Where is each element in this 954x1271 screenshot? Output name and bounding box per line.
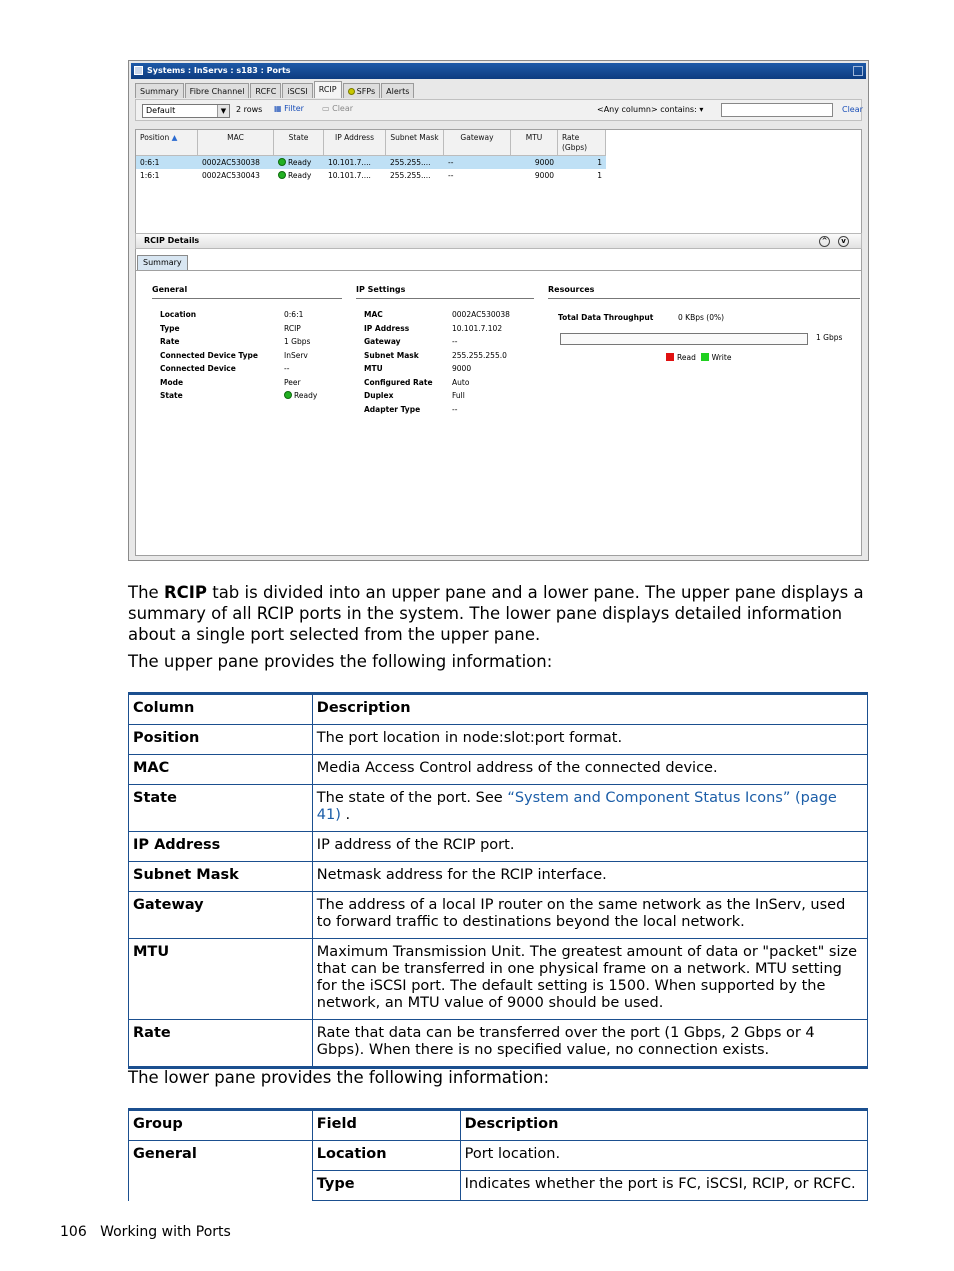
filter-label: Filter	[284, 104, 304, 113]
window-icon	[134, 66, 143, 75]
header-description: Description	[312, 694, 867, 725]
resources-heading: Resources	[548, 285, 860, 299]
status-ready-icon	[284, 391, 292, 399]
label-configured-rate: Configured Rate	[364, 377, 433, 387]
row-label: MTU	[129, 939, 313, 1020]
value-rate: 1 Gbps	[284, 337, 311, 346]
tab-alerts[interactable]: Alerts	[381, 83, 414, 98]
col-ip-address[interactable]: IP Address	[324, 130, 386, 156]
value-ip-address: 10.101.7.102	[452, 323, 503, 333]
general-labels	[160, 308, 290, 403]
intro-bold: RCIP	[163, 583, 207, 602]
table-row	[129, 1141, 868, 1171]
cell-mtu: 9000	[534, 171, 554, 180]
throughput-label-text: Total Data Throughput	[558, 313, 654, 322]
cell-mac: 0002AC530038	[202, 158, 260, 167]
value-mtu: 9000	[452, 364, 472, 373]
throughput-bar	[560, 333, 808, 345]
expand-icon[interactable]: v	[838, 236, 849, 247]
col-rate[interactable]: Rate (Gbps)	[558, 130, 606, 156]
value-duplex: Full	[452, 391, 465, 400]
details-panel	[135, 270, 862, 556]
row-description: Port location.	[460, 1141, 867, 1171]
clear-filter-label: Clear	[332, 104, 354, 113]
row-label: Rate	[129, 1020, 313, 1068]
label-type: Type	[160, 323, 180, 333]
label-duplex: Duplex	[364, 391, 394, 400]
chevron-down-icon: ▾	[699, 105, 704, 114]
view-select[interactable]	[142, 104, 230, 118]
header-column: Column	[129, 694, 313, 725]
sort-asc-icon: ▲	[171, 133, 178, 142]
cell-rate: 1	[597, 171, 602, 180]
tab-details-summary[interactable]: Summary	[137, 255, 188, 270]
label-mtu: MTU	[364, 364, 383, 373]
throughput-max: 1 Gbps	[816, 333, 843, 342]
row-description	[312, 785, 867, 832]
ip-labels	[364, 308, 459, 416]
label-state: State	[160, 391, 183, 400]
label-rate: Rate	[160, 337, 180, 346]
row-label: State	[129, 785, 313, 832]
table-header-row	[129, 694, 868, 725]
status-ready-icon	[278, 171, 286, 179]
ip-values	[452, 308, 532, 416]
throughput-label	[558, 311, 653, 325]
state-desc-text: The state of the port. See	[316, 790, 508, 806]
ports-grid	[135, 129, 862, 289]
row-label: Subnet Mask	[129, 862, 313, 892]
label-connected-device-type: Connected Device Type	[160, 350, 259, 360]
cell-ip: 10.101.7....	[328, 171, 371, 180]
table-row	[129, 862, 868, 892]
label-mode: Mode	[160, 377, 184, 387]
ports-screenshot	[128, 60, 869, 561]
value-state-label: Ready	[294, 391, 318, 400]
value-adapter-type: --	[452, 404, 458, 414]
value-gateway: --	[452, 337, 458, 346]
header-field: Field	[312, 1110, 460, 1141]
label-adapter-type: Adapter Type	[364, 404, 421, 414]
details-header	[135, 233, 862, 249]
cell-mask: 255.255....	[390, 171, 431, 180]
row-label: MAC	[129, 755, 313, 785]
col-position[interactable]	[136, 130, 198, 156]
legend-read: Read	[677, 353, 696, 362]
tab-rcip[interactable]: RCIP	[314, 81, 342, 98]
filter-button[interactable]	[274, 104, 304, 113]
upper-pane-table	[128, 692, 868, 1069]
table-row	[129, 725, 868, 755]
read-legend-swatch	[666, 353, 674, 361]
throughput-value: 0 KBps (0%)	[678, 313, 725, 322]
row-description: The address of a local IP router on the same network as the InServ, used to forward traffic to destinations beyond the local network.	[312, 892, 867, 939]
table-row[interactable]	[136, 169, 606, 182]
window-title-bar	[131, 63, 866, 79]
cell-state	[274, 156, 324, 169]
table-row	[129, 892, 868, 939]
row-description: IP address of the RCIP port.	[312, 832, 867, 862]
warning-icon	[348, 88, 355, 95]
header-description: Description	[460, 1110, 867, 1141]
window-title: Systems : InServs : s183 : Ports	[147, 66, 291, 75]
value-mac: 0002AC530038	[452, 310, 510, 319]
tab-sfps-label: SFPs	[356, 86, 376, 96]
row-label: Gateway	[129, 892, 313, 939]
page-footer	[60, 1224, 231, 1240]
row-description: Rate that data can be transferred over the port (1 Gbps, 2 Gbps or 4 Gbps). When there is no specified value, no connection exists.	[312, 1020, 867, 1068]
row-description: Indicates whether the port is FC, iSCSI, RCIP, or RCFC.	[460, 1171, 867, 1201]
grid-toolbar	[135, 99, 862, 121]
status-ready-icon	[278, 158, 286, 166]
row-group: General	[129, 1141, 313, 1201]
label-ip-address: IP Address	[364, 323, 410, 333]
header-group: Group	[129, 1110, 313, 1141]
intro-paragraph	[128, 582, 870, 645]
legend-write: Write	[711, 353, 732, 362]
label-gateway: Gateway	[364, 337, 401, 346]
row-count: 2 rows	[236, 105, 263, 114]
value-connected-device: --	[284, 364, 290, 373]
column-filter-select[interactable]	[597, 105, 703, 114]
value-location: 0:6:1	[284, 310, 304, 319]
search-input[interactable]	[721, 103, 833, 117]
cell-gateway: --	[448, 171, 454, 180]
col-mac[interactable]: MAC	[198, 130, 274, 156]
label-connected-device: Connected Device	[160, 364, 236, 373]
col-mtu[interactable]: MTU	[511, 130, 558, 156]
eraser-icon: ▭	[322, 104, 333, 113]
tab-rcfc[interactable]: RCFC	[250, 83, 281, 98]
cell-state	[274, 169, 324, 182]
general-heading: General	[152, 285, 342, 299]
window-grip-icon[interactable]	[853, 66, 863, 76]
row-field: Location	[312, 1141, 460, 1171]
tab-fibre-channel[interactable]: Fibre Channel	[185, 83, 250, 98]
section-title: Working with Ports	[100, 1224, 231, 1240]
label-mac: MAC	[364, 310, 383, 319]
table-row	[129, 1020, 868, 1068]
port-tabs	[135, 83, 415, 98]
col-gateway[interactable]: Gateway	[444, 130, 511, 156]
row-description: Netmask address for the RCIP interface.	[312, 862, 867, 892]
table-header-row	[129, 1110, 868, 1141]
row-field: Type	[312, 1171, 460, 1201]
page-number: 106	[60, 1224, 87, 1240]
value-mode: Peer	[284, 377, 301, 387]
lower-pane-table	[128, 1108, 868, 1201]
grid-header	[136, 130, 606, 156]
view-select-value: Default	[146, 106, 176, 115]
col-state[interactable]: State	[274, 130, 324, 156]
value-type: RCIP	[284, 323, 301, 333]
cell-state-label: Ready	[288, 171, 312, 180]
cell-mac: 0002AC530043	[202, 171, 260, 180]
tab-summary[interactable]: Summary	[135, 83, 184, 98]
clear-search-link[interactable]: Clear	[842, 105, 863, 114]
col-subnet-mask[interactable]: Subnet Mask	[386, 130, 444, 156]
intro-post: tab is divided into an upper pane and a lower pane. The upper pane displays a summary of all RCIP ports in the system. The lower pane displays detailed information about a single port selected from the upper pane.	[128, 583, 864, 644]
row-description: Maximum Transmission Unit. The greatest amount of data or "packet" size that can be transferred in one physical frame on a network. MTU setting for the iSCSI port. The default setting is 1500. When supported by the network, an MTU value of 9000 should be used.	[312, 939, 867, 1020]
value-state	[284, 389, 354, 403]
cell-rate: 1	[597, 158, 602, 167]
cell-gateway: --	[448, 158, 454, 167]
cell-state-label: Ready	[288, 158, 312, 167]
cell-position: 1:6:1	[140, 171, 160, 180]
cell-mask: 255.255....	[390, 158, 431, 167]
lower-pane-intro: The lower pane provides the following information:	[128, 1068, 550, 1087]
details-title: RCIP Details	[144, 236, 200, 245]
legend	[666, 351, 731, 365]
row-label: IP Address	[129, 832, 313, 862]
write-legend-swatch	[701, 353, 709, 361]
label-location: Location	[160, 310, 197, 319]
tab-sfps[interactable]	[343, 83, 381, 98]
collapse-icon[interactable]: ^	[819, 236, 830, 247]
cell-ip: 10.101.7....	[328, 158, 371, 167]
table-row	[129, 832, 868, 862]
tab-iscsi[interactable]: iSCSI	[282, 83, 312, 98]
table-row[interactable]	[136, 156, 606, 169]
label-subnet-mask: Subnet Mask	[364, 350, 419, 360]
cell-mtu: 9000	[534, 158, 554, 167]
value-connected-device-type: InServ	[284, 350, 308, 360]
value-subnet-mask: 255.255.255.0	[452, 350, 507, 360]
status-icons-link[interactable]: “System and Component Status Icons” (page 41)	[316, 790, 837, 823]
intro-pre: The	[128, 583, 164, 602]
upper-pane-intro: The upper pane provides the following information:	[128, 652, 553, 671]
cell-position: 0:6:1	[140, 158, 160, 167]
table-row	[129, 755, 868, 785]
value-configured-rate: Auto	[452, 377, 470, 387]
filter-icon: ▦	[274, 104, 285, 113]
general-values	[284, 308, 354, 403]
clear-filter-button[interactable]	[322, 104, 353, 113]
table-row	[129, 785, 868, 832]
row-label: Position	[129, 725, 313, 755]
col-position-label: Position	[140, 133, 170, 142]
row-description: Media Access Control address of the connected device.	[312, 755, 867, 785]
ip-settings-heading: IP Settings	[356, 285, 534, 299]
chevron-down-icon[interactable]: ▼	[217, 105, 229, 117]
table-row	[129, 939, 868, 1020]
row-description: The port location in node:slot:port format.	[312, 725, 867, 755]
column-filter-label: <Any column> contains:	[597, 105, 697, 114]
state-desc-after: .	[340, 807, 351, 823]
